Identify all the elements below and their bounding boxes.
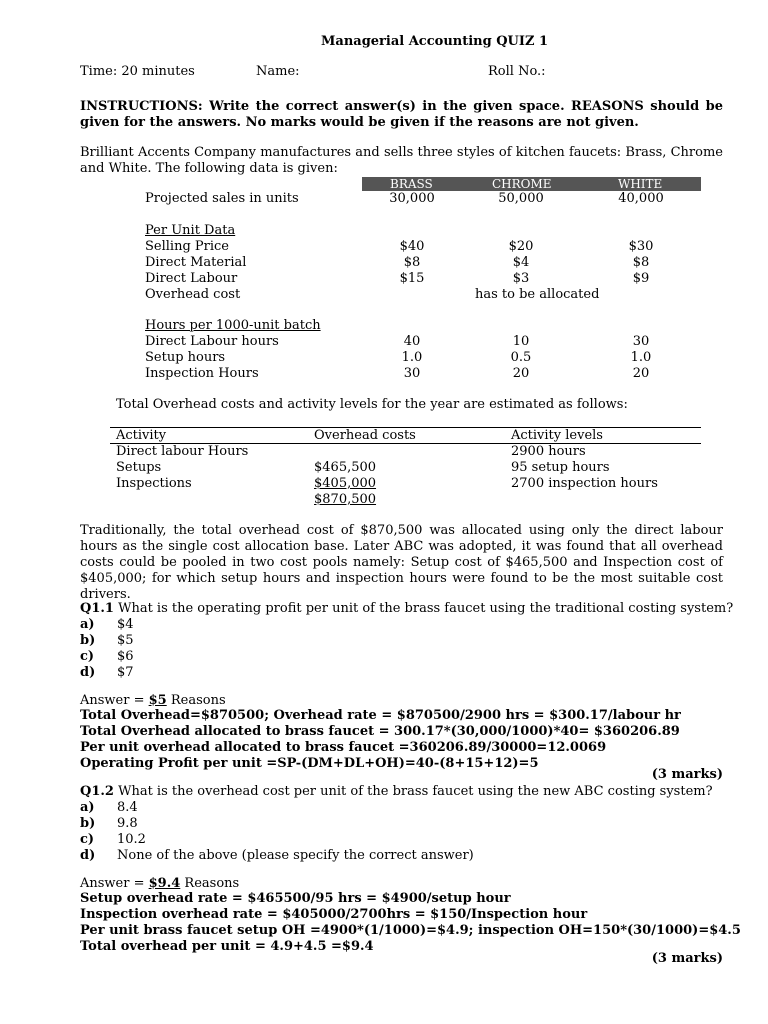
question-number: Q1.1: [80, 601, 114, 616]
table-cell: Setups: [116, 460, 162, 475]
cell: 1.0: [630, 350, 652, 365]
option-text: 9.8: [117, 816, 138, 831]
option-letter: a): [80, 617, 95, 632]
cell: $20: [508, 239, 534, 254]
col-header-activity-levels: Activity levels: [511, 428, 603, 443]
reason-line: Total Overhead allocated to brass faucet = 300.17*(30,000/1000)*40= $360206.89: [80, 724, 680, 739]
option-text: $6: [117, 649, 134, 664]
col-header-activity: Activity: [116, 428, 167, 443]
cell: $4: [512, 255, 530, 270]
table-cell: 95 setup hours: [511, 460, 610, 475]
cell: 40,000: [618, 191, 664, 206]
projected-sales-label: Projected sales in units: [145, 191, 299, 206]
setup-hours-label: Setup hours: [145, 350, 226, 365]
cell: 30: [403, 366, 421, 381]
option-letter: b): [80, 633, 96, 648]
cell: 30: [632, 334, 650, 349]
direct-material-label: Direct Material: [145, 255, 247, 270]
inspection-hours-label: Inspection Hours: [145, 366, 259, 381]
overhead-intro: Total Overhead costs and activity levels for the year are estimated as follows:: [116, 397, 628, 412]
option-letter: c): [80, 649, 95, 664]
table-cell: $465,500: [314, 460, 377, 475]
reasons-label: Reasons: [166, 693, 226, 708]
intro-paragraph: Brilliant Accents Company manufactures and sells three styles of kitchen faucets: Brass, Chrome and White. The following data is given:: [80, 145, 723, 176]
instructions: INSTRUCTIONS: Write the correct answer(s) in the given space. REASONS should be given for the answers. No marks would be given if the reasons are not given.: [80, 99, 723, 130]
reason-line: Operating Profit per unit =SP-(DM+DL+OH)=40-(8+15+12)=5: [80, 756, 539, 771]
answer-line: [80, 876, 239, 892]
direct-labour-hours-label: Direct Labour hours: [145, 334, 279, 349]
option-letter: c): [80, 832, 95, 847]
cell: $9: [632, 271, 650, 286]
option-letter: d): [80, 665, 96, 680]
overhead-cost-label: Overhead cost: [145, 287, 241, 302]
question-text: What is the operating profit per unit of the brass faucet using the traditional costing system?: [113, 601, 734, 616]
question-1: [80, 601, 733, 617]
answer-label: Answer =: [80, 876, 149, 891]
option-letter: a): [80, 800, 95, 815]
cell: 50,000: [498, 191, 544, 206]
header-brass: BRASS: [390, 177, 433, 191]
name-label: Name:: [256, 64, 300, 79]
cell: 1.0: [401, 350, 423, 365]
option-text: $7: [117, 665, 134, 680]
col-header-overhead-costs: Overhead costs: [314, 428, 416, 443]
selling-price-label: Selling Price: [145, 239, 229, 254]
option-letter: d): [80, 848, 96, 863]
answer-line: [80, 693, 226, 709]
cell: 20: [632, 366, 650, 381]
cell: $40: [399, 239, 425, 254]
option-letter: b): [80, 816, 96, 831]
reason-line: Per unit overhead allocated to brass faucet =360206.89/30000=12.0069: [80, 740, 607, 755]
reason-line: Per unit brass faucet setup OH =4900*(1/1000)=$4.9; inspection OH=150*(30/1000)=$4.5: [80, 923, 741, 938]
reason-line: Setup overhead rate = $465500/95 hrs = $4900/setup hour: [80, 891, 511, 906]
answer-label: Answer =: [80, 693, 149, 708]
reason-line: Inspection overhead rate = $405000/2700hrs = $150/Inspection hour: [80, 907, 588, 922]
time-label: Time: 20 minutes: [80, 64, 195, 79]
cell: 20: [512, 366, 530, 381]
total-overhead-cost: $870,500: [314, 492, 377, 507]
overhead-allocation-note: has to be allocated: [475, 287, 600, 302]
reason-line: Total Overhead=$870500; Overhead rate = $870500/2900 hrs = $300.17/labour hr: [80, 708, 681, 723]
page-title: Managerial Accounting QUIZ 1: [321, 34, 549, 49]
option-text: $4: [117, 617, 134, 632]
marks-label: (3 marks): [651, 951, 723, 966]
option-text: 8.4: [117, 800, 138, 815]
question-2: [80, 784, 713, 800]
table-cell: 2900 hours: [511, 444, 586, 459]
per-unit-data-heading: Per Unit Data: [145, 223, 236, 238]
option-text: 10.2: [117, 832, 146, 847]
question-number: Q1.2: [80, 784, 114, 799]
hours-per-batch-heading: Hours per 1000-unit batch: [145, 318, 321, 333]
table-cell: Direct labour Hours: [116, 444, 249, 459]
reasons-label: Reasons: [180, 876, 240, 891]
cell: $30: [628, 239, 654, 254]
roll-number-label: Roll No.:: [488, 64, 546, 79]
table-cell: Inspections: [116, 476, 192, 491]
cell: $3: [512, 271, 530, 286]
option-text: None of the above (please specify the correct answer): [117, 848, 474, 863]
question-text: What is the overhead cost per unit of the brass faucet using the new ABC costing system?: [113, 784, 713, 799]
option-text: $5: [117, 633, 134, 648]
answer-value: $5: [148, 693, 167, 708]
table-cell: 2700 inspection hours: [511, 476, 658, 491]
cell: $8: [632, 255, 650, 270]
cell: 10: [512, 334, 530, 349]
cell: $8: [403, 255, 421, 270]
product-header-bar: [362, 177, 701, 191]
marks-label: (3 marks): [651, 767, 723, 782]
traditional-costing-paragraph: Traditionally, the total overhead cost of $870,500 was allocated using only the direct labour hours as the single cost allocation base. Later ABC was adopted, it was found that all overhead costs could be pooled in two cost pools namely: Setup cost of $465,500 and Inspection cost of $405,000; for which setup hours and inspection hours were found to be the most suitable cost drivers.: [80, 523, 723, 602]
cell: $15: [399, 271, 425, 286]
header-white: WHITE: [618, 177, 663, 191]
reason-line: Total overhead per unit = 4.9+4.5 =$9.4: [80, 939, 374, 954]
header-chrome: CHROME: [492, 177, 552, 191]
cell: 30,000: [389, 191, 435, 206]
answer-value: $9.4: [148, 876, 181, 891]
cell: 40: [403, 334, 421, 349]
cell: 0.5: [510, 350, 532, 365]
table-cell: $405,000: [314, 476, 377, 491]
direct-labour-label: Direct Labour: [145, 271, 238, 286]
